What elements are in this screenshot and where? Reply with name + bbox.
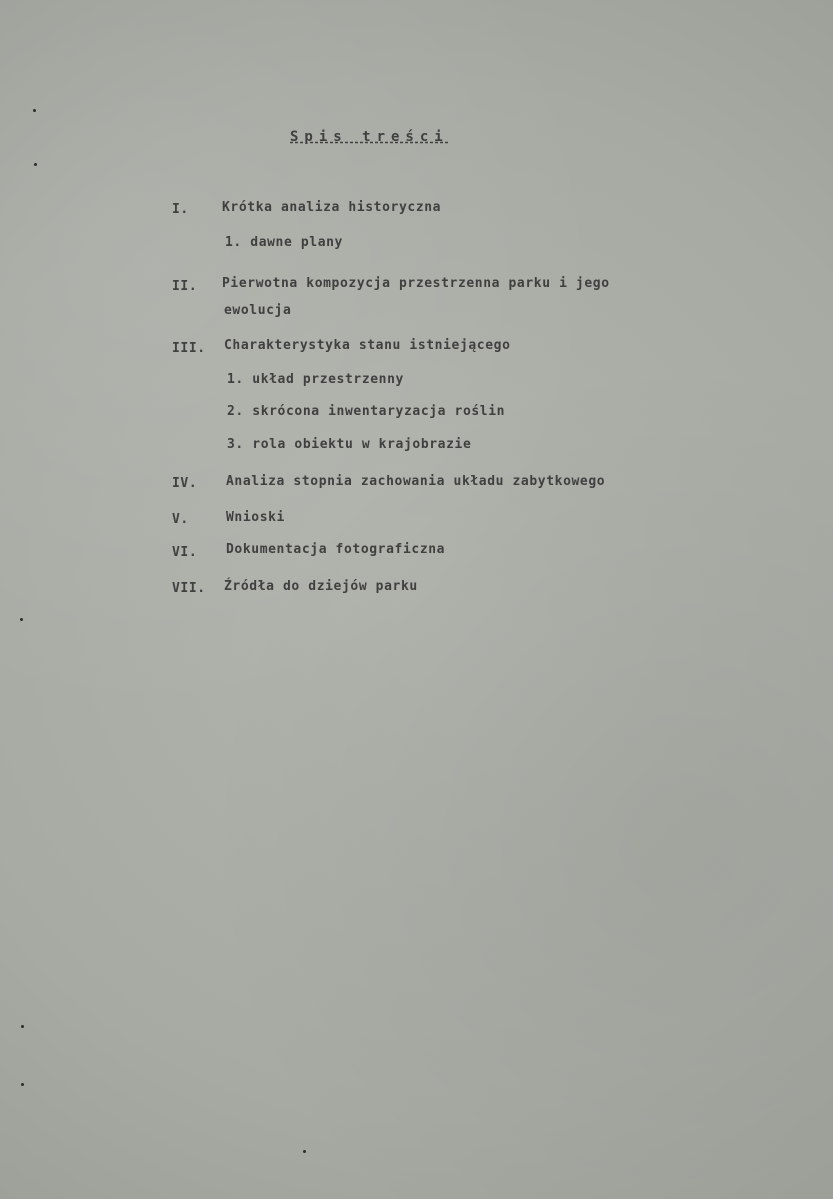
toc-numeral-6: VI.: [172, 545, 198, 560]
toc-numeral-1: I.: [172, 202, 189, 217]
margin-speck: [33, 109, 36, 112]
toc-entry-6: Dokumentacja fotograficzna: [226, 542, 446, 557]
toc-numeral-2: II.: [172, 279, 198, 294]
toc-entry-7: Źródła do dziejów parku: [224, 579, 418, 594]
toc-entry-3: Charakterystyka stanu istniejącego: [224, 338, 511, 353]
toc-numeral-7: VII.: [172, 581, 206, 596]
toc-entry-2-continuation: ewolucja: [224, 303, 292, 318]
margin-speck: [21, 1083, 24, 1086]
toc-entry-1: Krótka analiza historyczna: [222, 200, 442, 215]
toc-subentry-3-1: 1. układ przestrzenny: [227, 372, 404, 387]
margin-speck: [34, 163, 37, 166]
toc-entry-2: Pierwotna kompozycja przestrzenna parku i jego: [222, 276, 610, 291]
margin-speck: [303, 1150, 306, 1153]
toc-numeral-5: V.: [172, 512, 189, 527]
document-title: Spis treści: [290, 129, 449, 145]
toc-subentry-3-2: 2. skrócona inwentaryzacja roślin: [227, 404, 506, 419]
margin-speck: [20, 618, 23, 621]
toc-numeral-3: III.: [172, 341, 206, 356]
toc-subentry-1-1: 1. dawne plany: [225, 235, 343, 250]
toc-subentry-3-3: 3. rola obiektu w krajobrazie: [227, 437, 472, 452]
toc-entry-4: Analiza stopnia zachowania układu zabytkowego: [226, 474, 606, 489]
toc-entry-5: Wnioski: [226, 510, 285, 525]
margin-speck: [21, 1025, 24, 1028]
toc-numeral-4: IV.: [172, 476, 198, 491]
